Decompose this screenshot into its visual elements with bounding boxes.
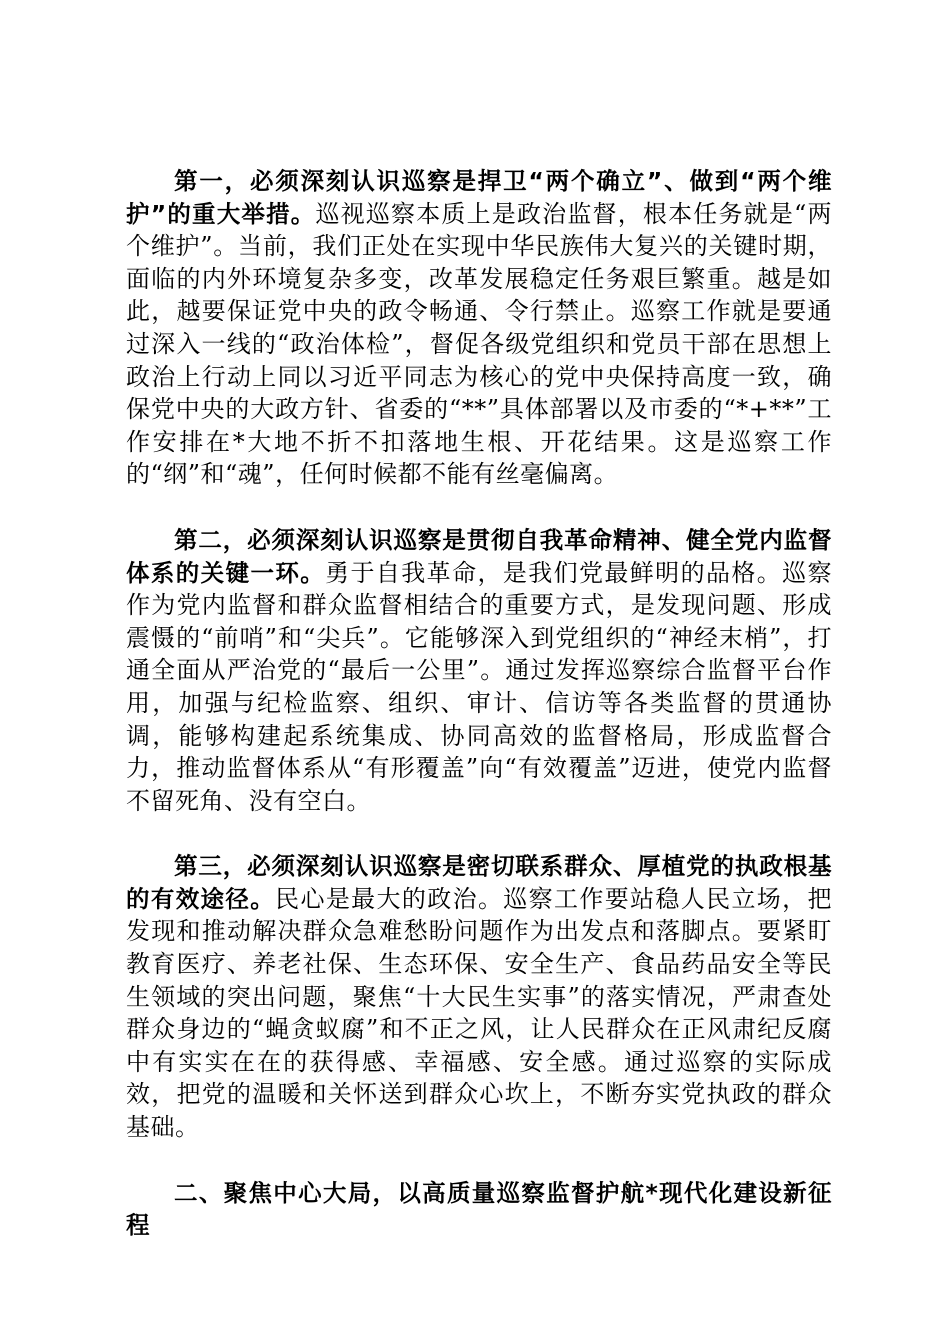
paragraph-2-lead: 第二，必须深刻认识巡察是贯彻自我革命精神、健全党内监督体系的关键一环。 [126,525,832,587]
paragraph-2 [126,524,832,817]
document-body [126,165,832,1242]
paragraph-1-lead: 第一，必须深刻认识巡察是捍卫“两个确立”、做到“两个维护”的重大举措。 [126,167,832,228]
section-heading: 二、聚焦中心大局，以高质量巡察监督护航*现代化建设新征程 [126,1178,832,1240]
paragraph-2-body: 勇于自我革命，是我们党最鲜明的品格。巡察作为党内监督和群众监督相结合的重要方式，是发现问题、形成震慑的“前哨”和“尖兵”。它能够深入到党组织的“神经末梢”，打通全面从严治党的“最后一公里”。通过发挥巡察综合监督平台作用，加强与纪检监察、组织、审计、信访等各类监督的贯通协调，能够构建起系统集成、协同高效的监督格局，形成监督合力，推动监督体系从“有形覆盖”向“有效覆盖”迈进，使党内监督不留死角、没有空白。 [126,558,833,815]
paragraph-3 [126,850,832,1143]
paragraph-3-body: 民心是最大的政治。巡察工作要站稳人民立场，把发现和推动解决群众急难愁盼问题作为出发点和落脚点。要紧盯教育医疗、养老社保、生态环保、安全生产、食品药品安全等民生领域的突出问题，聚焦“十大民生实事”的落实情况，严肃查处群众身边的“蝇贪蚁腐”和不正之风，让人民群众在正风肃纪反腐中有实实在在的获得感、幸福感、安全感。通过巡察的实际成效，把党的温暖和关怀送到群众心坎上，不断夯实党执政的群众基础。 [126,884,833,1142]
paragraph-1 [126,165,832,491]
paragraph-3-lead: 第三，必须深刻认识巡察是密切联系群众、厚植党的执政根基的有效途径。 [126,852,832,913]
paragraph-1-body: 巡视巡察本质上是政治监督，根本任务就是“两个维护”。当前，我们正处在实现中华民族伟大复兴的关键时期，面临的内外环境复杂多变，改革发展稳定任务艰巨繁重。越是如此，越要保证党中央的政令畅通、令行禁止。巡察工作就是要通过深入一线的“政治体检”，督促各级党组织和党员干部在思想上政治上行动上同以习近平同志为核心的党中央保持高度一致，确保党中央的大政方针、省委的“**”具体部署以及市委的“*+**”工作安排在*大地不折不扣落地生根、开花结果。这是巡察工作的“纲”和“魂”，任何时候都不能有丝毫偏离。 [126,199,832,489]
